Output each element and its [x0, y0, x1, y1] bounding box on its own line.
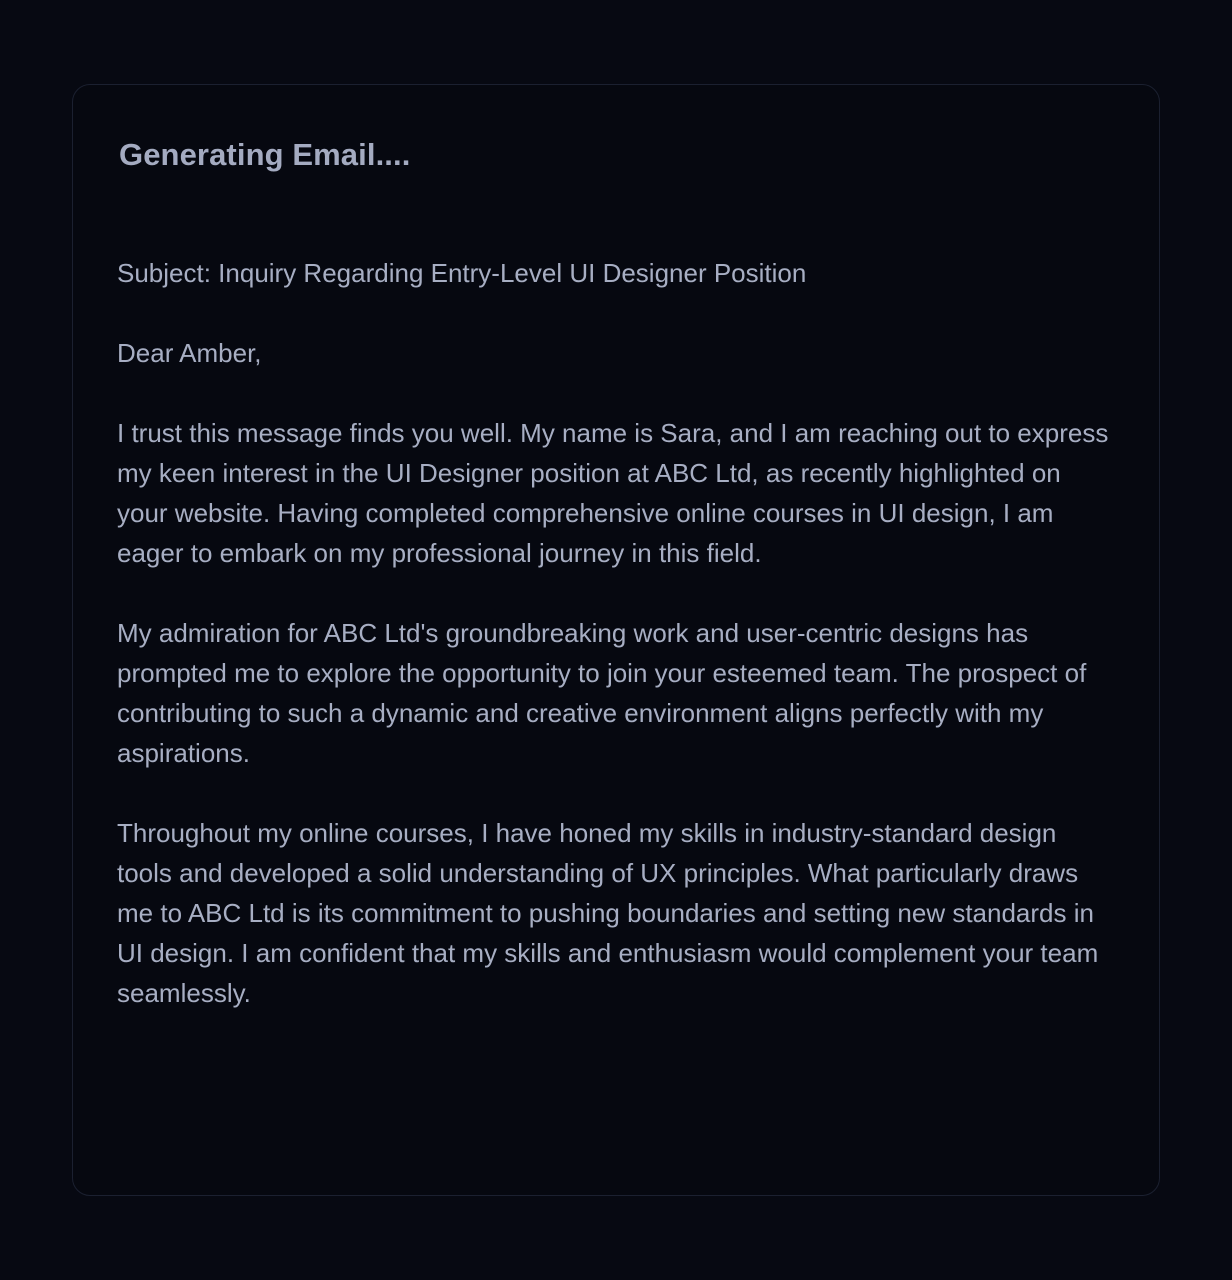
email-paragraph-2: My admiration for ABC Ltd's groundbreaking work and user-centric designs has prompted me to explore the opportunity to join your esteemed team. The prospect of contributing to such a dynamic and creative environment aligns perfectly with my aspirations. — [117, 618, 1087, 768]
email-paragraph-3: Throughout my online courses, I have honed my skills in industry-standard design tools and developed a solid understanding of UX principles. What particularly draws me to ABC Ltd is its commitment to pushing boundaries and setting new standards in UI design. I am confident that my skills and enthusiasm would complement your team seamlessly. — [117, 818, 1099, 1008]
email-subject: Subject: Inquiry Regarding Entry-Level UI Designer Position — [117, 258, 807, 288]
generated-email-body — [117, 253, 1117, 1053]
generating-status-title: Generating Email.... — [119, 137, 411, 172]
email-greeting: Dear Amber, — [117, 338, 262, 368]
email-generation-card — [72, 84, 1160, 1196]
email-paragraph-1: I trust this message finds you well. My name is Sara, and I am reaching out to express my keen interest in the UI Designer position at ABC Ltd, as recently highlighted on your website. Having completed comprehensive online courses in UI design, I am eager to embark on my professional journey in this field. — [117, 418, 1109, 568]
